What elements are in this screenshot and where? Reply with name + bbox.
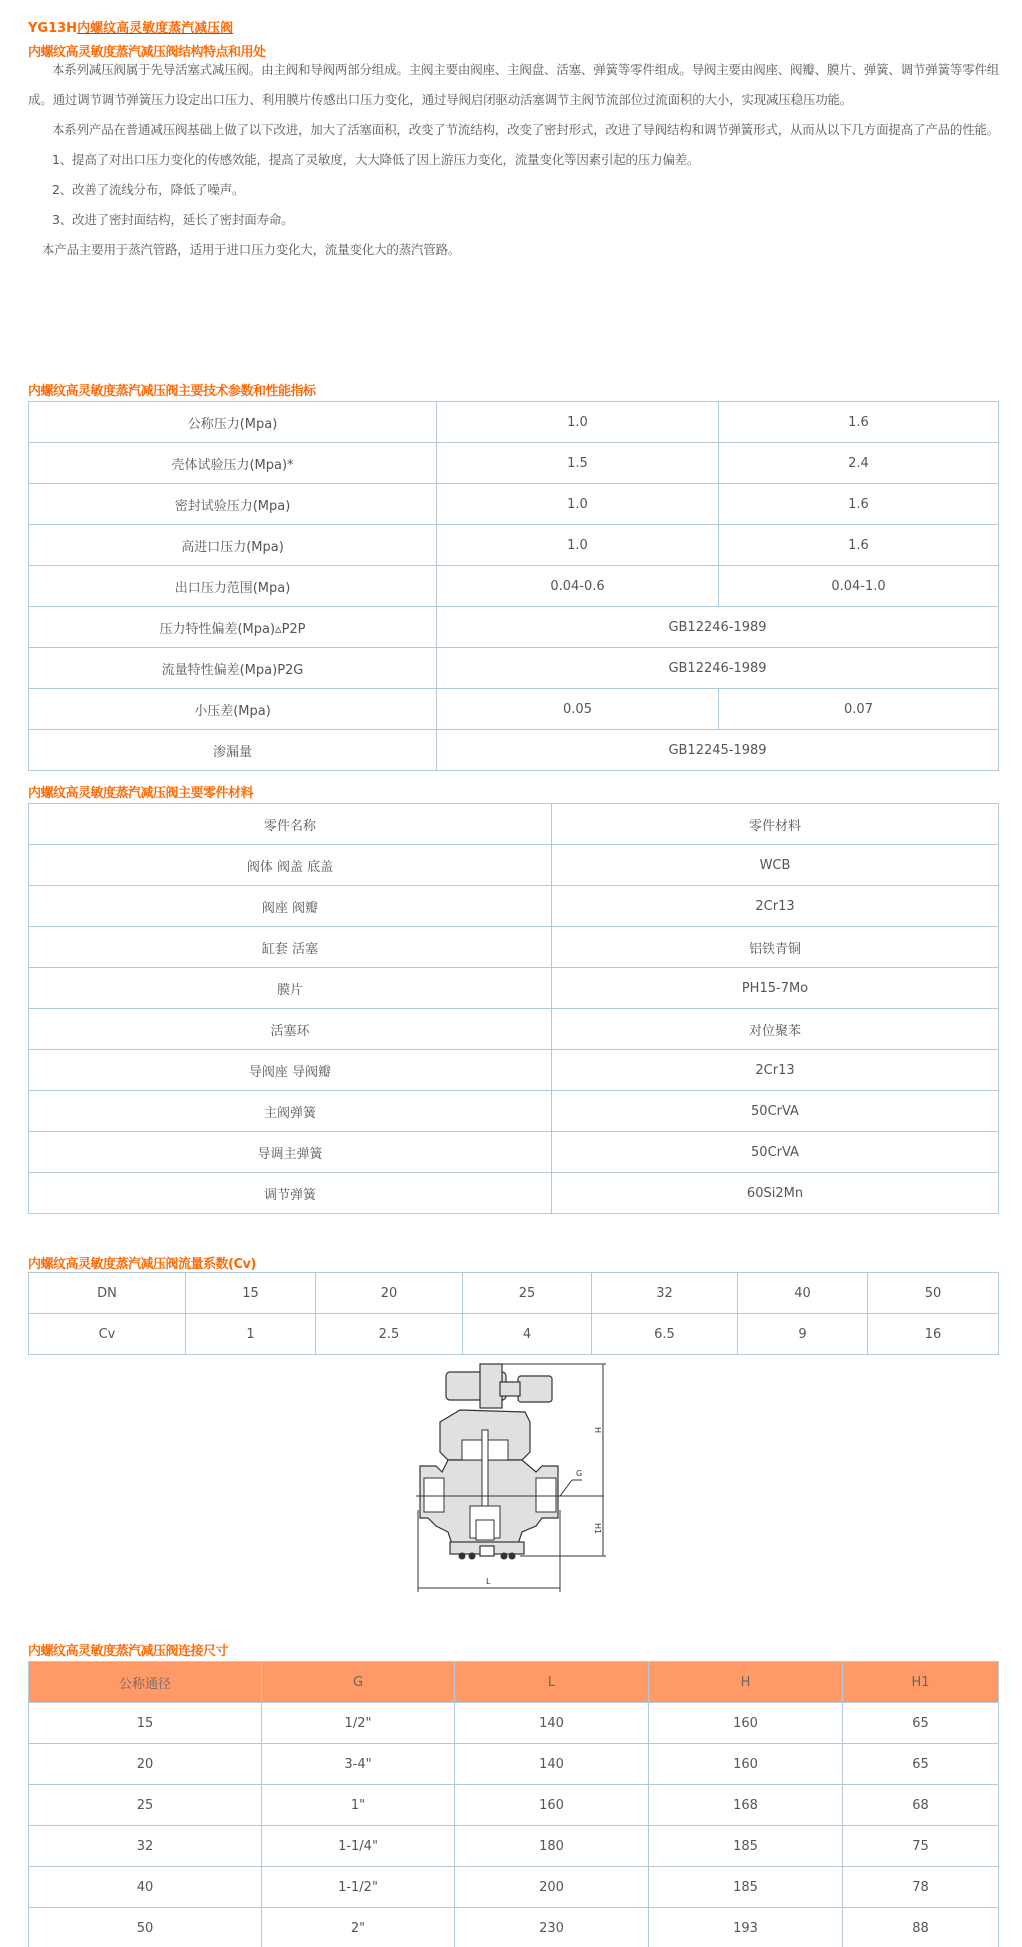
part-name: 主阀弹簧 (29, 1091, 552, 1132)
materials-heading: 内螺纹高灵敏度蒸汽减压阀主要零件材料 (28, 786, 254, 801)
part-name: 导阀座 导阀瓣 (29, 1050, 552, 1091)
params-table (28, 401, 999, 771)
cv-value: 16 (868, 1314, 999, 1355)
table-row (29, 968, 999, 1009)
table-row (29, 845, 999, 886)
param-value: 1.0 (437, 402, 719, 443)
paragraph: 本系列产品在普通减压阀基础上做了以下改进，加大了活塞面积，改变了节流结构，改变了密封形式，改进了导阀结构和调节弹簧形式，从而从以下几方面提高了产品的性能。 (52, 122, 1000, 137)
table-row (29, 886, 999, 927)
param-value: 0.07 (719, 689, 999, 730)
table-row (29, 1744, 999, 1785)
part-name: 阀体 阀盖 底盖 (29, 845, 552, 886)
cell: 1/2" (262, 1703, 455, 1744)
table-row (29, 1050, 999, 1091)
dn-value: 40 (738, 1273, 868, 1314)
param-label: 公称压力(Mpa) (29, 402, 437, 443)
dn-value: 32 (592, 1273, 738, 1314)
cell: 15 (29, 1703, 262, 1744)
cv-heading: 内螺纹高灵敏度蒸汽减压阀流量系数(Cv) (28, 1257, 256, 1272)
param-value: 1.6 (719, 525, 999, 566)
param-value: 2.4 (719, 443, 999, 484)
cell: 25 (29, 1785, 262, 1826)
param-label: 压力特性偏差(Mpa)▵P2P (29, 607, 437, 648)
cell: 3-4" (262, 1744, 455, 1785)
part-name: 阀座 阀瓣 (29, 886, 552, 927)
table-row (29, 1314, 999, 1355)
cell: 32 (29, 1826, 262, 1867)
dim-label-g: G (576, 1469, 583, 1478)
dims-table (28, 1661, 999, 1947)
param-value: 0.04-0.6 (437, 566, 719, 607)
table-row (29, 1273, 999, 1314)
part-name: 膜片 (29, 968, 552, 1009)
cell: 160 (455, 1785, 649, 1826)
cell: 68 (843, 1785, 999, 1826)
cell: 180 (455, 1826, 649, 1867)
cell: 200 (455, 1867, 649, 1908)
cell: 75 (843, 1826, 999, 1867)
cell: 193 (649, 1908, 843, 1947)
param-value: 1.0 (437, 484, 719, 525)
cell: 78 (843, 1867, 999, 1908)
valve-diagram (400, 1360, 680, 1620)
table-row (29, 1173, 999, 1214)
cell: 1-1/2" (262, 1867, 455, 1908)
table-row (29, 927, 999, 968)
table-row (29, 525, 999, 566)
cell: 20 (29, 1744, 262, 1785)
features-text (28, 55, 1000, 265)
cell: 88 (843, 1908, 999, 1947)
table-row (29, 1867, 999, 1908)
part-material: 60Si2Mn (552, 1173, 999, 1214)
param-value: GB12246-1989 (437, 648, 999, 689)
table-row (29, 689, 999, 730)
param-label: 壳体试验压力(Mpa)* (29, 443, 437, 484)
page-title (28, 17, 233, 36)
table-row (29, 648, 999, 689)
param-value: 1.6 (719, 402, 999, 443)
param-label: 密封试验压力(Mpa) (29, 484, 437, 525)
cell: 65 (843, 1744, 999, 1785)
table-row (29, 730, 999, 771)
part-material: 2Cr13 (552, 886, 999, 927)
product-link[interactable]: 内螺纹高灵敏度蒸汽减压阀 (77, 21, 234, 36)
column-header: 零件材料 (552, 804, 999, 845)
part-material: 对位聚苯 (552, 1009, 999, 1050)
materials-table (28, 803, 999, 1214)
dn-value: 15 (186, 1273, 316, 1314)
row-label: Cv (29, 1314, 186, 1355)
model-code: YG13H (28, 21, 78, 36)
dn-value: 25 (463, 1273, 592, 1314)
column-header: H1 (843, 1662, 999, 1703)
part-material: 2Cr13 (552, 1050, 999, 1091)
part-material: 50CrVA (552, 1132, 999, 1173)
table-row (29, 1009, 999, 1050)
cv-table (28, 1272, 999, 1355)
table-header-row (29, 1662, 999, 1703)
cell: 140 (455, 1703, 649, 1744)
param-value: GB12245-1989 (437, 730, 999, 771)
params-heading: 内螺纹高灵敏度蒸汽减压阀主要技术参数和性能指标 (28, 384, 316, 399)
table-row (29, 1703, 999, 1744)
cell: 160 (649, 1744, 843, 1785)
column-header: G (262, 1662, 455, 1703)
param-value: 1.5 (437, 443, 719, 484)
paragraph: 2、改善了流线分布，降低了噪声。 (52, 182, 245, 197)
cell: 1" (262, 1785, 455, 1826)
cell: 140 (455, 1744, 649, 1785)
param-value: 0.05 (437, 689, 719, 730)
column-header: 零件名称 (29, 804, 552, 845)
part-name: 缸套 活塞 (29, 927, 552, 968)
part-name: 活塞环 (29, 1009, 552, 1050)
part-material: 铝铁青铜 (552, 927, 999, 968)
param-label: 高进口压力(Mpa) (29, 525, 437, 566)
cell: 160 (649, 1703, 843, 1744)
param-label: 小压差(Mpa) (29, 689, 437, 730)
cv-value: 1 (186, 1314, 316, 1355)
row-label: DN (29, 1273, 186, 1314)
param-label: 渗漏量 (29, 730, 437, 771)
cell: 185 (649, 1867, 843, 1908)
dims-heading: 内螺纹高灵敏度蒸汽减压阀连接尺寸 (28, 1644, 229, 1659)
paragraph: 本产品主要用于蒸汽管路，适用于进口压力变化大，流量变化大的蒸汽管路。 (42, 242, 461, 257)
part-name: 导调主弹簧 (29, 1132, 552, 1173)
dn-value: 20 (316, 1273, 463, 1314)
cell: 168 (649, 1785, 843, 1826)
features-heading: 内螺纹高灵敏度蒸汽减压阀结构特点和用处 (28, 45, 266, 60)
column-header: 公称通径 (29, 1662, 262, 1703)
param-value: 0.04-1.0 (719, 566, 999, 607)
valve-drawing-icon (400, 1360, 680, 1620)
dim-label-h1: H1 (593, 1523, 602, 1535)
table-row (29, 1826, 999, 1867)
param-label: 出口压力范围(Mpa) (29, 566, 437, 607)
cv-value: 6.5 (592, 1314, 738, 1355)
cell: 185 (649, 1826, 843, 1867)
part-name: 调节弹簧 (29, 1173, 552, 1214)
part-material: WCB (552, 845, 999, 886)
part-material: PH15-7Mo (552, 968, 999, 1009)
cv-value: 9 (738, 1314, 868, 1355)
column-header: L (455, 1662, 649, 1703)
param-label: 流量特性偏差(Mpa)P2G (29, 648, 437, 689)
paragraph: 3、改进了密封面结构，延长了密封面寿命。 (52, 212, 294, 227)
cell: 50 (29, 1908, 262, 1947)
table-header-row (29, 804, 999, 845)
cell: 40 (29, 1867, 262, 1908)
table-row (29, 484, 999, 525)
table-row (29, 1091, 999, 1132)
paragraph: 本系列减压阀属于先导活塞式减压阀。由主阀和导阀两部分组成。主阀主要由阀座、主阀盘、活塞、弹簧等零件组成。导阀主要由阀座、阀瓣、膜片、弹簧、调节弹簧等零件组成。通过调节调节弹簧压力设定出口压力、利用膜片传感出口压力变化，通过导阀启闭驱动活塞调节主阀节流部位过流面积的大小，实现减压稳压功能。 (28, 62, 1000, 107)
cv-value: 2.5 (316, 1314, 463, 1355)
part-material: 50CrVA (552, 1091, 999, 1132)
table-row (29, 1132, 999, 1173)
param-value: 1.6 (719, 484, 999, 525)
paragraph: 1、提高了对出口压力变化的传感效能，提高了灵敏度，大大降低了因上游压力变化，流量变化等因素引起的压力偏差。 (52, 152, 700, 167)
cv-value: 4 (463, 1314, 592, 1355)
dim-label-h: H (593, 1427, 602, 1434)
cell: 2" (262, 1908, 455, 1947)
param-value: GB12246-1989 (437, 607, 999, 648)
column-header: H (649, 1662, 843, 1703)
dim-label-l: L (486, 1577, 491, 1586)
cell: 1-1/4" (262, 1826, 455, 1867)
cell: 65 (843, 1703, 999, 1744)
dn-value: 50 (868, 1273, 999, 1314)
table-row (29, 566, 999, 607)
table-row (29, 443, 999, 484)
cell: 230 (455, 1908, 649, 1947)
table-row (29, 1785, 999, 1826)
table-row (29, 1908, 999, 1947)
param-value: 1.0 (437, 525, 719, 566)
table-row (29, 402, 999, 443)
table-row (29, 607, 999, 648)
